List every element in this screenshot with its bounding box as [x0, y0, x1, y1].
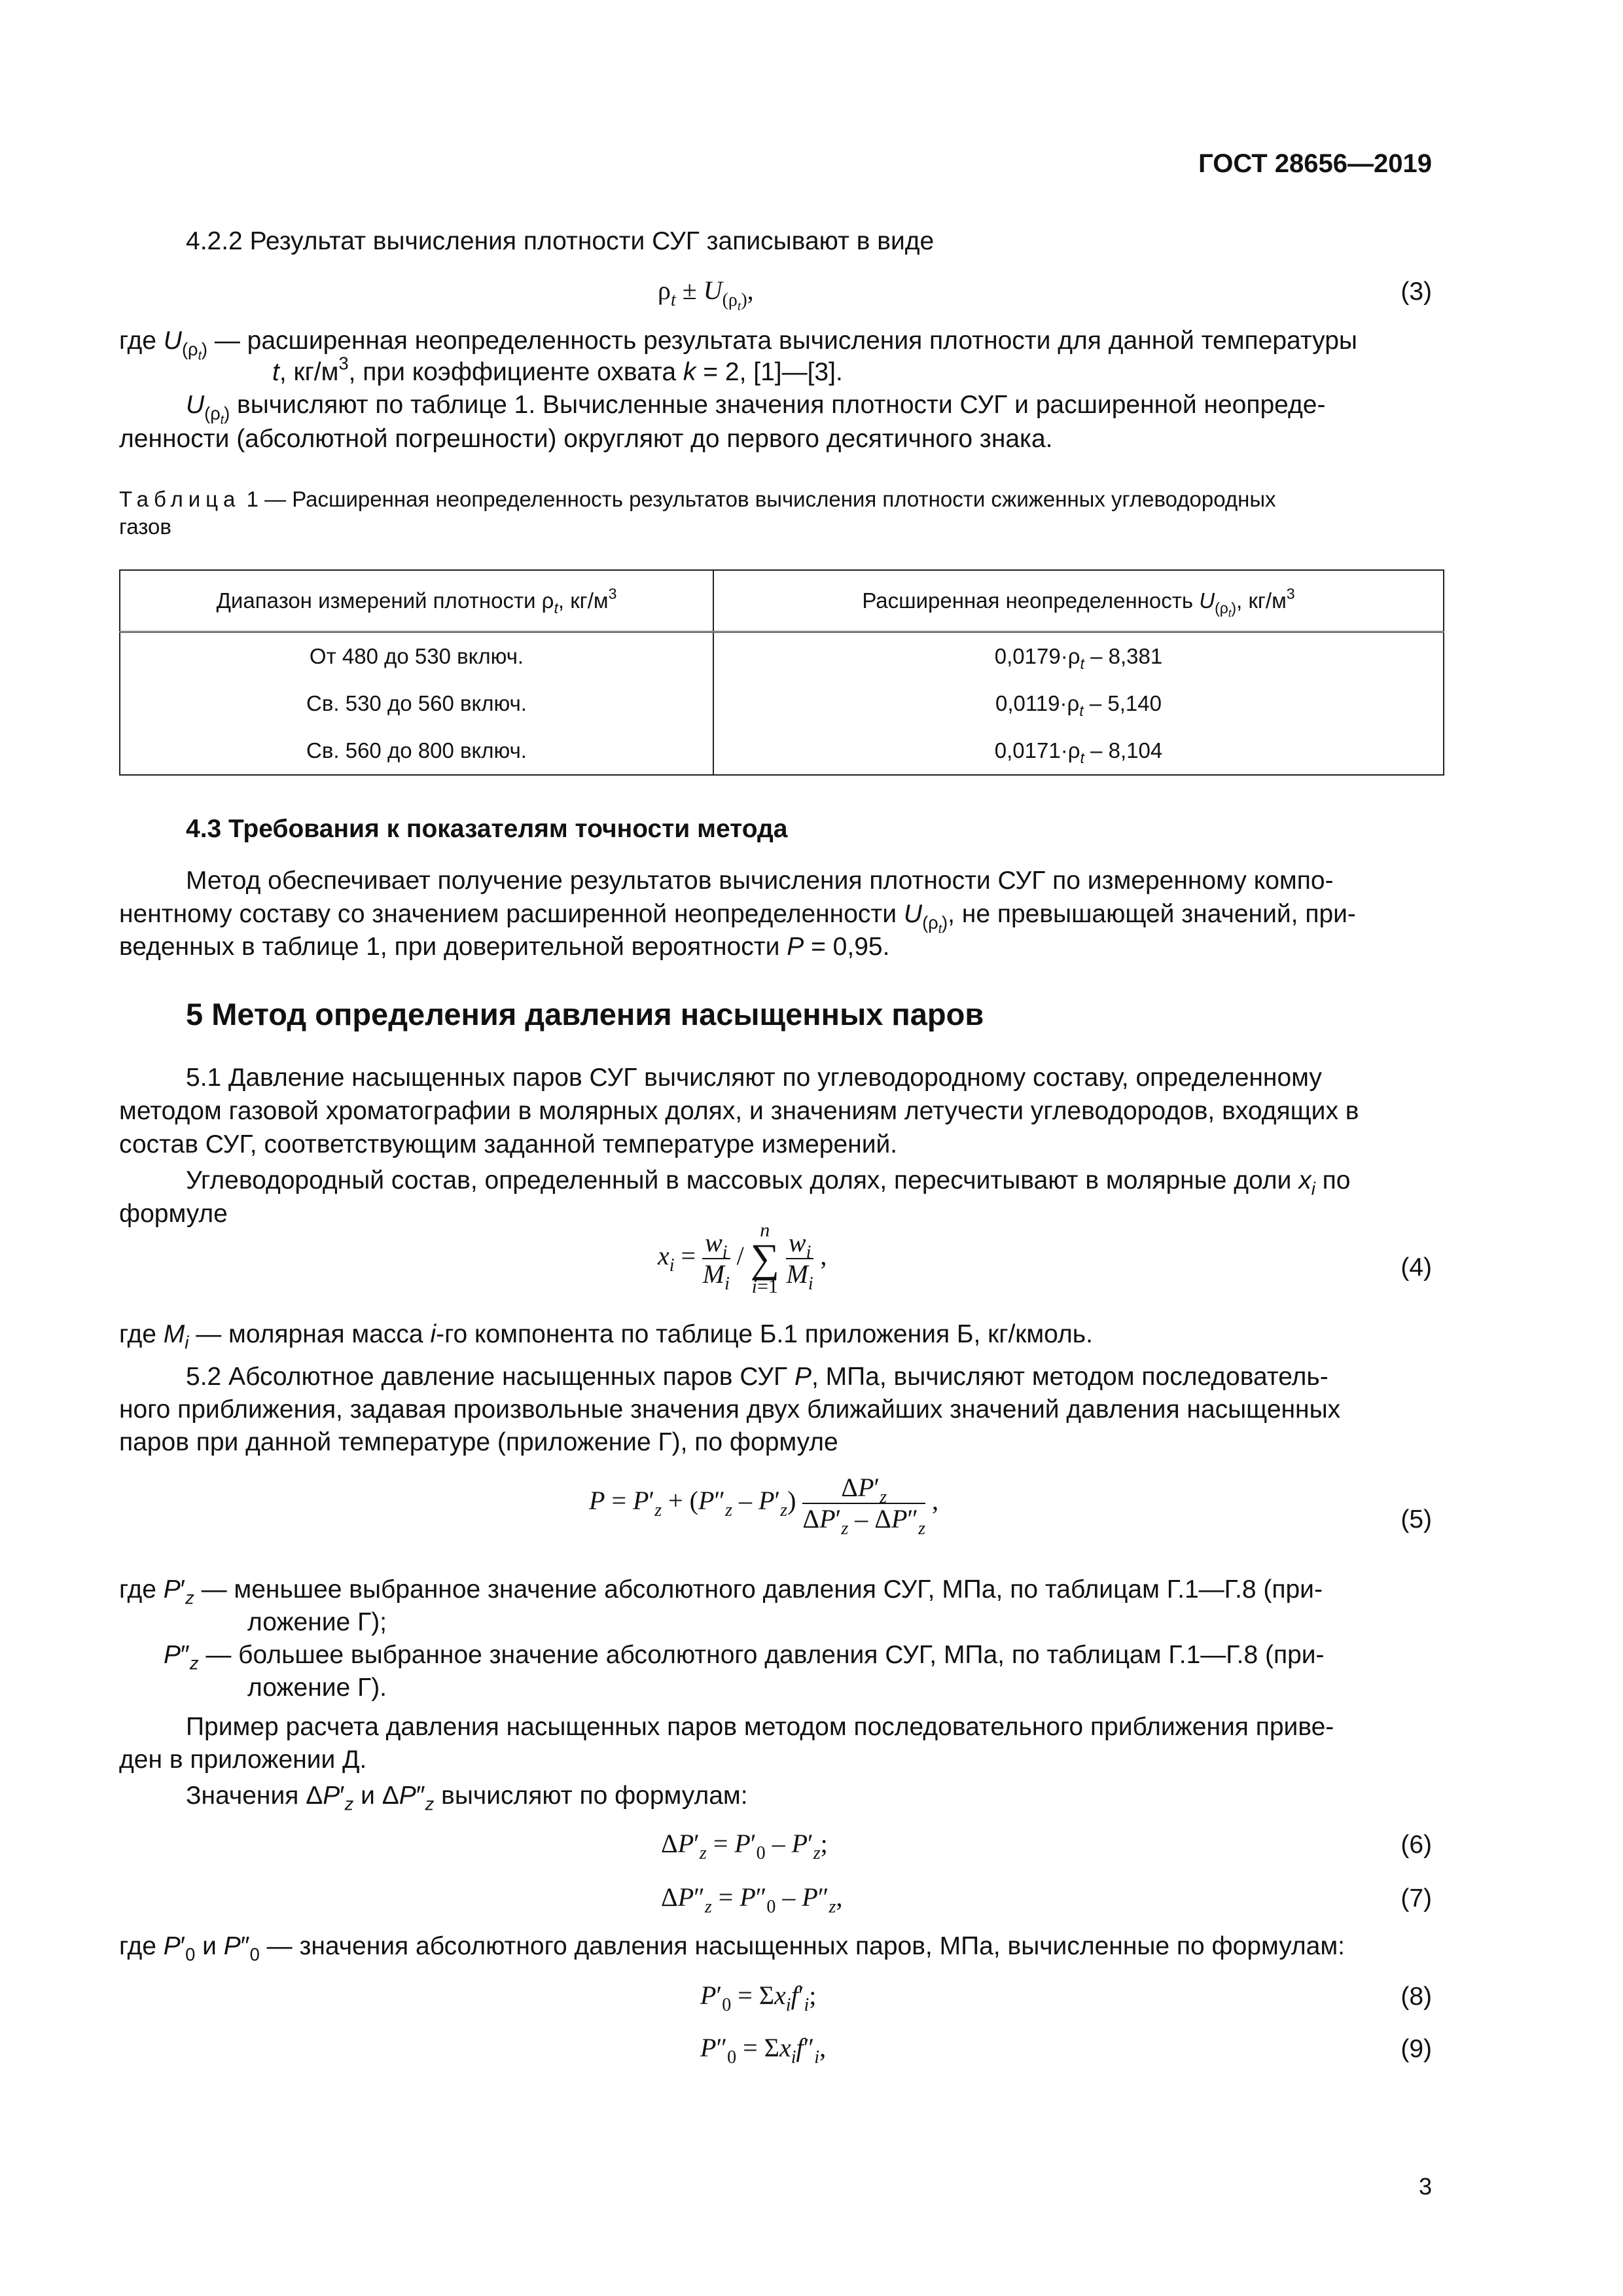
- paragraph-4-2-2-intro: 4.2.2 Результат вычисления плотности СУГ записывают в виде: [186, 227, 935, 255]
- table-1-caption: [119, 486, 1444, 541]
- where-u-refs: = 2, [1]—[3].: [703, 358, 843, 386]
- table-1-title: 1 — Расширенная неопределенность результатов вычисления плотности сжиженных углеводородных: [246, 487, 1276, 511]
- document-code: ГОСТ 28656—2019: [1198, 149, 1432, 178]
- table-cell-range: От 480 до 530 включ.: [120, 632, 713, 681]
- formula-8: $P'_0 = \Sigma x_if'_i$;: [700, 1981, 817, 2015]
- table-1: [119, 569, 1444, 776]
- paragraph-5-1-line-1: 5.1 Давление насыщенных паров СУГ вычисляют по углеводородному составу, определенному: [186, 1064, 1322, 1092]
- table-cell-range: Св. 560 до 800 включ.: [120, 727, 713, 775]
- formula-9: $P''_0 = \Sigma x_if''_i$,: [700, 2033, 827, 2068]
- where-p-prime-cont: ложение Г);: [247, 1608, 387, 1636]
- where-p-double-prime-cont: ложение Г).: [247, 1674, 387, 1702]
- paragraph-u-text-1: вычисляют по таблице 1. Вычисленные значения плотности СУГ и расширенной неопреде-: [237, 391, 1326, 419]
- formula-5: $P = P'_z + (P''_z - P'_z)$ $\frac{\Delta P'_z}{\Delta P'_z - \Delta P''_z}$ ,: [589, 1473, 938, 1539]
- example-line-1: Пример расчета давления насыщенных паров методом последовательного приближения приве-: [186, 1713, 1334, 1741]
- table-1-label: Таблица: [119, 487, 241, 511]
- table-row: [120, 632, 1444, 681]
- paragraph-5-1-line-3: состав СУГ, соответствующим заданной температуре измерений.: [119, 1130, 898, 1158]
- formula-9-number: (9): [1400, 2035, 1432, 2063]
- table-1-title-cont: газов: [119, 514, 171, 539]
- formula-5-number: (5): [1400, 1505, 1432, 1534]
- table-header-range: Диапазон измерений плотности $\rho_t$, $кг/м^3$: [120, 570, 713, 632]
- formula-8-number: (8): [1400, 1982, 1432, 2011]
- table-cell-formula: $0,0179\cdot\rho_t - 8,381$: [713, 632, 1444, 681]
- formula-3-number: (3): [1400, 278, 1432, 306]
- table-cell-formula: $0,0119\cdot\rho_t - 5,140$: [713, 680, 1444, 727]
- values-intro: Значения $\Delta P'_z$ и $\Delta P''_z$ вычисляют по формулам:: [186, 1782, 748, 1814]
- table-row: [120, 680, 1444, 727]
- where-p-double-prime: $P''_z$ — большее выбранное значение абсолютного давления СУГ, МПа, по таблицам Г.1—Г.8 (при-: [164, 1641, 1325, 1674]
- formula-7: $\Delta P''_z = P''_0 - P''_z$,: [661, 1882, 843, 1917]
- where-p0: где $P'_0$ и $P''_0$ — значения абсолютного давления насыщенных паров, МПа, вычисленные по формулам:: [119, 1932, 1346, 1965]
- paragraph-5-1-line-4: Углеводородный состав, определенный в массовых долях, пересчитывают в молярные доли $x_i$ по: [186, 1166, 1351, 1199]
- paragraph-5-2-line-2: ного приближения, задавая произвольные значения двух ближайших значений давления насыщенных: [119, 1395, 1341, 1424]
- where-p-prime: где $P'_z$ — меньшее выбранное значение абсолютного давления СУГ, МПа, по таблицам Г.1—Г.8 (при-: [119, 1575, 1323, 1608]
- where-m: где $M_i$ — молярная масса i-го компонента по таблице Б.1 приложения Б, кг/кмоль.: [119, 1320, 1093, 1353]
- where-u-text: — расширенная неопределенность результата вычисления плотности для данной температуры: [214, 327, 1357, 355]
- heading-4-3: 4.3 Требования к показателям точности метода: [186, 815, 788, 843]
- paragraph-5-2-line-3: паров при данной температуре (приложение Г), по формуле: [119, 1428, 838, 1456]
- paragraph-4-3-line-2: нентному составу со значением расширенной неопределенности $U_{(\rho_t)}$, не превышающей значений, при-: [119, 900, 1356, 937]
- table-cell-range: Св. 530 до 560 включ.: [120, 680, 713, 727]
- table-cell-formula: $0,0171\cdot\rho_t - 8,104$: [713, 727, 1444, 775]
- formula-4: $x_i$ = $\frac{w_i}{M_i}$ / n ∑ i=1 $\frac{w_i}{M_i}$ ,: [658, 1219, 827, 1297]
- table-header-uncertainty: Расширенная неопределенность $U_{(\rho_t)}$, $кг/м^3$: [713, 570, 1444, 632]
- where-u-line-1: где $U_{(\rho_t)}$ — расширенная неопределенность результата вычисления плотности для данной температуры: [119, 327, 1357, 363]
- paragraph-4-3-line-3: веденных в таблице 1, при доверительной вероятности P = 0,95.: [119, 933, 890, 961]
- formula-3: $\rho_t \pm U_{(\rho_t)}$,: [658, 276, 754, 314]
- unit-kg-m: , кг/м: [279, 358, 339, 386]
- where-u-line-2: t, $кг/м^3$, при коэффициенте охвата k = 2, [1]—[3].: [272, 353, 843, 386]
- paragraph-5-1-line-2: методом газовой хроматографии в молярных долях, и значениям летучести углеводородов, входящих в: [119, 1097, 1359, 1125]
- heading-section-5: 5 Метод определения давления насыщенных паров: [186, 997, 984, 1031]
- paragraph-u-line-1: $U_{(\rho_t)}$ вычисляют по таблице 1. Вычисленные значения плотности СУГ и расширенной неопреде-: [186, 391, 1326, 427]
- example-line-2: ден в приложении Д.: [119, 1746, 367, 1774]
- where-u-coef: , при коэффициенте охвата: [348, 358, 677, 386]
- paragraph-u-line-2: ленности (абсолютной погрешности) округляют до первого десятичного знака.: [119, 425, 1053, 453]
- formula-6-number: (6): [1400, 1831, 1432, 1859]
- paragraph-4-3-line-1: Метод обеспечивает получение результатов вычисления плотности СУГ по измеренному компо-: [186, 867, 1334, 895]
- paragraph-5-1-line-5: формуле: [119, 1200, 228, 1228]
- page-number: 3: [1418, 2173, 1432, 2200]
- formula-4-number: (4): [1400, 1253, 1432, 1282]
- formula-6: $\Delta P'_z = P'_0 - P'_z$;: [661, 1829, 828, 1863]
- formula-7-number: (7): [1400, 1884, 1432, 1912]
- paragraph-5-2-line-1: 5.2 Абсолютное давление насыщенных паров СУГ P, МПа, вычисляют методом последователь-: [186, 1363, 1329, 1391]
- table-row: [120, 727, 1444, 775]
